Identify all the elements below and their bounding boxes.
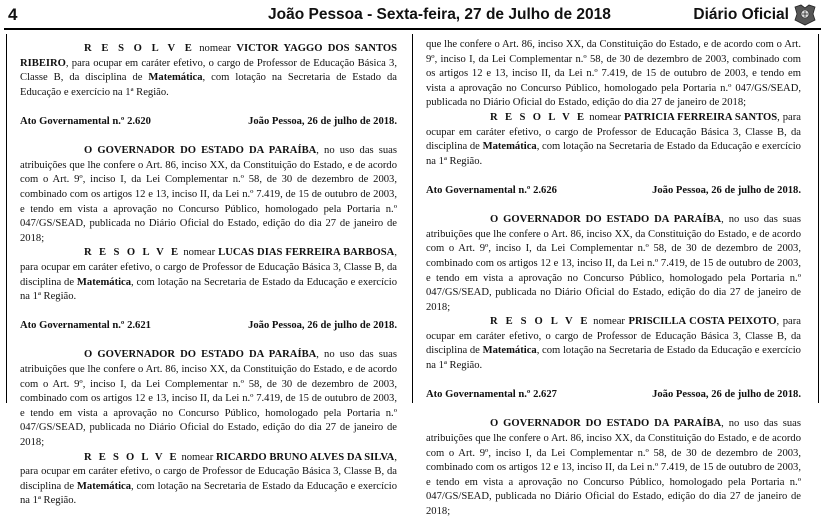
- header-rule: [4, 28, 821, 30]
- governor-text: , no uso das suas atribuições que lhe confere o Art. 86, inciso XX, da Constituição do Estado, e de acordo com o Art. 9º, inciso I, da Lei Complementar n.º 58, de 30 de dezembro de 2003, combinado com os artigos 12 e 13, inciso II, da Lei n.º 7.419, de 15 de outubro de 2003, e tendo em vista a aprovação no Concurso Público, homologado pela Portaria n.º 047/GS/SEAD, publicada no Diário Oficial do Estado, edição do dia 27 de janeiro de 2018;: [426, 418, 801, 517]
- governor-paragraph: [426, 213, 801, 315]
- resolve-keyword: R E S O L V E: [84, 43, 194, 54]
- subject-name: Matemática: [482, 345, 537, 357]
- resolve-text: nomear: [589, 316, 629, 328]
- appointee-name: PRISCILLA COSTA PEIXOTO: [628, 316, 777, 328]
- resolve-text: nomear: [178, 451, 216, 463]
- appointee-name: VICTOR YAGGO DOS SANTOS RIBEIRO: [20, 43, 397, 69]
- column-divider: [412, 34, 413, 403]
- state-coat-of-arms-icon: [793, 4, 817, 26]
- frame-left-rule: [6, 34, 7, 403]
- resolve-paragraph: [20, 246, 397, 304]
- resolve-text: , com lotação na Secretaria de Estado da Educação e exercício na 1ª Região.: [20, 72, 397, 98]
- governor-text: , no uso das suas atribuições que lhe confere o Art. 86, inciso XX, da Constituição do Estado, e de acordo com o Art. 9º, inciso I, da Lei Complementar n.º 58, de 30 de dezembro de 2003, combinado com os artigos 12 e 13, inciso II, da Lei n.º 7.419, de 15 de outubro de 2003, e tendo em vista a aprovação no Concurso Público, homologado pela Portaria n.º 047/GS/SEAD, publicada no Diário Oficial do Estado, edição do dia 27 de janeiro de 2018;: [20, 145, 397, 244]
- resolve-paragraph: [426, 315, 801, 373]
- resolve-text: nomear: [180, 247, 219, 259]
- appointee-name: RICARDO BRUNO ALVES DA SILVA: [215, 451, 395, 463]
- governor-text: , no uso das suas atribuições que lhe confere o Art. 86, inciso XX, da Constituição do Estado, e de acordo com o Art. 9º, inciso I, da Lei Complementar n.º 58, de 30 de dezembro de 2003, combinado com os artigos 12 e 13, inciso II, da Lei n.º 7.419, de 15 de outubro de 2003, e tendo em vista a aprovação no Concurso Público, homologado pela Portaria n.º 047/GS/SEAD, publicada no Diário Oficial do Estado, edição do dia 27 de janeiro de 2018;: [20, 349, 397, 449]
- resolve-text: , para ocupar em caráter efetivo, o cargo de Professor de Educação Básica 3, Classe B, da disciplina de: [20, 247, 397, 288]
- act-place-date: João Pessoa, 26 de julho de 2018.: [248, 115, 397, 127]
- act-place-date: João Pessoa, 26 de julho de 2018.: [248, 320, 397, 332]
- resolve-paragraph: [20, 42, 397, 100]
- resolve-keyword: R E S O L V E: [84, 247, 181, 259]
- resolve-text: , com lotação na Secretaria de Estado da Educação e exercício na 1ª Região.: [20, 480, 397, 507]
- governor-text-continued: que lhe confere o Art. 86, inciso XX, da Constituição do Estado, e de acordo com o Art. 9º, inciso I, da Lei Complementar n.º 58, de 30 de dezembro de 2003, combinado com os artigos 12 e 13, inciso II, da Lei n.º 7.419, de 15 de outubro de 2003, e tendo em vista a aprovação no Concurso Público, homologado pela Portaria n.º 047/GS/SEAD, publicada no Diário Oficial do Estado, edição do dia 27 de janeiro de 2018;: [426, 39, 801, 109]
- governor-paragraph: [20, 144, 397, 246]
- resolve-text: nomear: [193, 43, 237, 54]
- frame-right-rule: [818, 34, 819, 403]
- appointee-name: PATRICIA FERREIRA SANTOS: [623, 111, 778, 123]
- governor-title: O GOVERNADOR DO ESTADO DA PARAÍBA: [84, 145, 317, 157]
- subject-name: Matemática: [482, 141, 537, 153]
- resolve-keyword: R E S O L V E: [490, 111, 587, 123]
- act-number: Ato Governamental n.º 2.620: [20, 115, 151, 127]
- governor-paragraph: [426, 417, 801, 519]
- act-heading: [426, 388, 801, 403]
- governor-title: O GOVERNADOR DO ESTADO DA PARAÍBA: [84, 349, 317, 361]
- act-number: Ato Governamental n.º 2.626: [426, 184, 557, 196]
- resolve-paragraph: [426, 111, 801, 169]
- act-place-date: João Pessoa, 26 de julho de 2018.: [652, 389, 801, 401]
- governor-title: O GOVERNADOR DO ESTADO DA PARAÍBA: [490, 214, 722, 226]
- resolve-text: , para ocupar em caráter efetivo, o cargo de Professor de Educação Básica 3, Classe B, da disciplina de: [20, 57, 397, 84]
- resolve-text: , com lotação na Secretaria de Estado da Educação e exercício na 1ª Região.: [20, 276, 397, 303]
- governor-text: , no uso das suas atribuições que lhe confere o Art. 86, inciso XX, da Constituição do Estado, e de acordo com o Art. 9º, inciso I, da Lei Complementar n.º 58, de 30 de dezembro de 2003, combinado com os artigos 12 e 13, inciso II, da Lei n.º 7.419, de 15 de outubro de 2003, e tendo em vista a aprovação no Concurso Público, homologado pela Portaria n.º 047/GS/SEAD, publicada no Diário Oficial do Estado, edição do dia 27 de janeiro de 2018;: [426, 214, 801, 313]
- resolve-text: , para ocupar em caráter efetivo, o cargo de Professor de Educação Básica 3, Classe B, da disciplina de: [426, 111, 801, 153]
- resolve-keyword: R E S O L V E: [84, 451, 179, 463]
- resolve-text: , para ocupar em caráter efetivo, o cargo de Professor de Educação Básica 3, Classe B, da disciplina de: [426, 316, 801, 357]
- subject-name: Matemática: [148, 72, 203, 84]
- act-number: Ato Governamental n.º 2.621: [20, 320, 151, 332]
- act-heading: [20, 115, 397, 130]
- page-number: 4: [8, 5, 18, 24]
- resolve-text: nomear: [586, 111, 624, 123]
- act-place-date: João Pessoa, 26 de julho de 2018.: [652, 184, 801, 196]
- act-heading: [426, 184, 801, 199]
- page-header: [6, 4, 819, 28]
- resolve-paragraph: [20, 451, 397, 509]
- subject-name: Matemática: [76, 276, 132, 288]
- resolve-text: , com lotação na Secretaria de Estado da Educação e exercício na 1ª Região.: [426, 345, 801, 372]
- dateline: João Pessoa - Sexta-feira, 27 de Julho de 2018: [268, 6, 611, 23]
- subject-name: Matemática: [76, 480, 132, 492]
- masthead-title: Diário Oficial: [693, 6, 789, 23]
- resolve-keyword: R E S O L V E: [490, 316, 590, 328]
- act-heading: [20, 319, 397, 334]
- act-number: Ato Governamental n.º 2.627: [426, 389, 557, 401]
- governor-paragraph: [20, 348, 397, 450]
- right-column: [426, 38, 801, 520]
- left-column: [20, 42, 397, 509]
- resolve-text: , com lotação na Secretaria de Estado da Educação e exercício na 1ª Região.: [426, 141, 801, 167]
- appointee-name: LUCAS DIAS FERREIRA BARBOSA: [218, 247, 395, 259]
- governor-title: O GOVERNADOR DO ESTADO DA PARAÍBA: [490, 418, 722, 430]
- resolve-text: , para ocupar em caráter efetivo, o cargo de Professor de Educação Básica 3, Classe B, da disciplina de: [20, 451, 397, 492]
